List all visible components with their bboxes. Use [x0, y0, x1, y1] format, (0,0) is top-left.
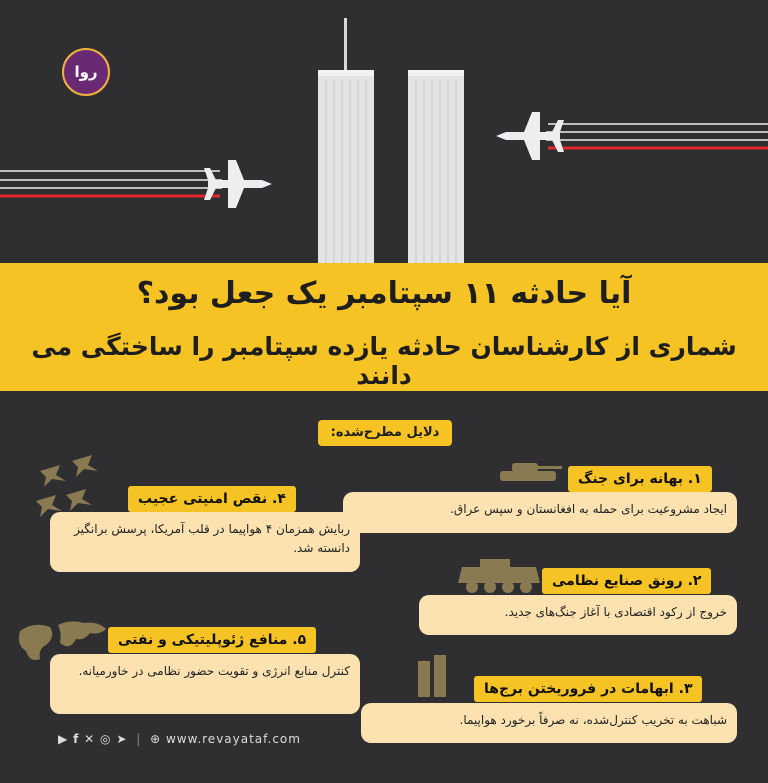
armored-vehicle-icon: [458, 559, 540, 593]
right-jet-icon: [496, 112, 564, 160]
reason-2-title: ۲. رونق صنایع نظامی: [542, 568, 711, 594]
reason-4-text: ربایش همزمان ۴ هواپیما در قلب آمریکا، پرسش برانگیز دانسته شد.: [50, 512, 360, 572]
reason-3-title: ۳. ابهامات در فروریختن برج‌ها: [474, 676, 702, 702]
towers-silhouette-icon: [418, 655, 446, 697]
footer: ▶ f ✕ ◎ ➤ | ⊕ www.revayataf.com: [58, 732, 301, 746]
telegram-icon[interactable]: ➤: [116, 732, 128, 746]
reason-3-text: شباهت به تخریب کنترل‌شده، نه صرفاً برخورد هواپیما.: [361, 703, 737, 743]
reason-5-title: ۵. منافع ژئوپلیتیکی و نفتی: [108, 627, 316, 653]
reason-2-text: خروج از رکود اقتصادی با آغاز جنگ‌های جدید.: [419, 595, 737, 635]
youtube-icon[interactable]: ▶: [58, 732, 69, 746]
globe-icon: ⊕: [150, 732, 162, 746]
x-icon[interactable]: ✕: [84, 732, 96, 746]
reason-4-title: ۴. نقص امنیتی عجیب: [128, 486, 296, 512]
headline-title: آیا حادثه ۱۱ سپتامبر یک جعل بود؟: [136, 276, 632, 311]
reason-1-text: ایجاد مشروعیت برای حمله به افغانستان و سپس عراق.: [343, 492, 737, 533]
reason-5-text: کنترل منابع انرژی و تقویت حضور نظامی در خاورمیانه.: [50, 654, 360, 714]
reasons-label: دلایل مطرح‌شده:: [318, 420, 452, 446]
tank-icon: [500, 463, 562, 481]
headline-subtitle: شماری از کارشناسان حادثه یازده سپتامبر را ساختگی می دانند: [31, 332, 737, 390]
left-jet-icon: [204, 160, 272, 208]
brand-logo-text: روا: [74, 63, 98, 81]
reason-1-title: ۱. بهانه برای جنگ: [568, 466, 712, 492]
antenna: [344, 18, 347, 74]
right-jet-trails: [546, 124, 768, 148]
facebook-icon[interactable]: f: [73, 732, 80, 746]
left-jet-trails: [0, 171, 222, 196]
website-link[interactable]: www.revayataf.com: [165, 732, 301, 746]
twin-towers-illustration: [0, 0, 768, 263]
instagram-icon[interactable]: ◎: [100, 732, 112, 746]
